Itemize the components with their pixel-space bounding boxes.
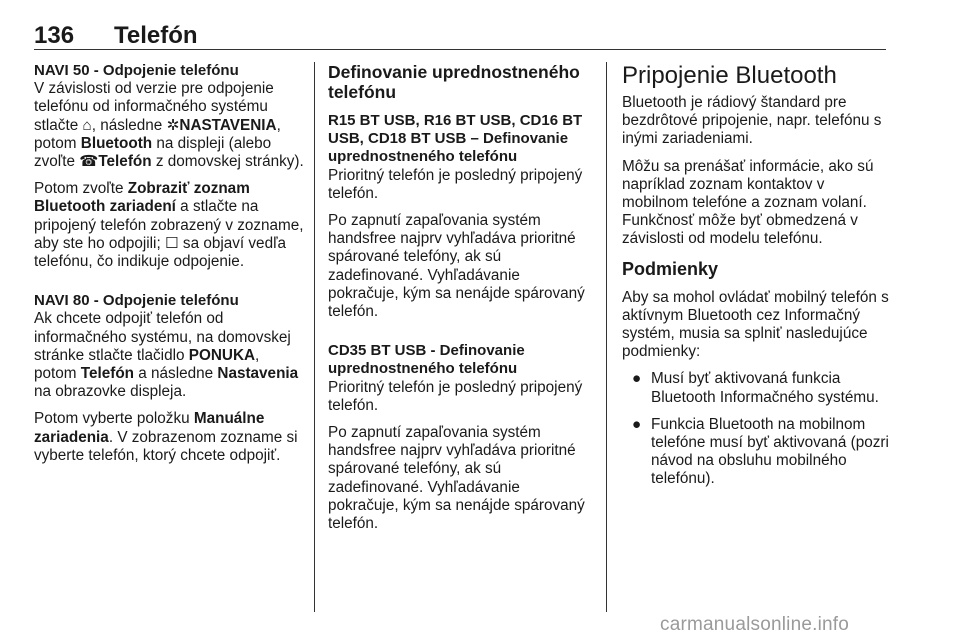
paragraph-navi80-2: Potom vyberte položku Manuálne zariadenia. V zobrazenom zozname si vyberte telefón, ktorý chcete odpojiť.: [34, 410, 298, 464]
column-divider-2: [606, 62, 607, 612]
page-title: Telefón: [114, 22, 198, 49]
paragraph-cd35-2: Po zapnutí zapaľovania systém handsfree najprv vyhľadáva prioritné spárované telefóny, ak sú zadefinované. Vyhľadávanie pokračuje, kým sa nenájde spárovaný telefón.: [328, 424, 585, 533]
page-header: [34, 22, 886, 52]
paragraph-bluetooth-2: Môžu sa prenášať informácie, ako sú napríklad zoznam kontaktov v mobilnom telefóne a zoznam volaní. Funkčnosť môže byť obmedzená v závislosti od modelu telefónu.: [622, 157, 874, 248]
section-heading-navi80: NAVI 80 - Odpojenie telefónu: [34, 292, 239, 310]
phone-icon: ☎: [79, 153, 99, 171]
paragraph-bluetooth-1: Bluetooth je rádiový štandard pre bezdrôtové pripojenie, napr. telefónu s inými zariadeniami.: [622, 94, 882, 148]
page-number: 136: [34, 22, 75, 49]
bullet-icon: ●: [632, 415, 642, 433]
column-divider-1: [314, 62, 315, 612]
column-middle: [328, 62, 594, 542]
gear-icon: ✲: [166, 116, 180, 134]
subheading-conditions: Podmienky: [622, 258, 719, 279]
section-heading-navi50: NAVI 50 - Odpojenie telefónu: [34, 62, 239, 79]
checkbox-icon: ☐: [164, 234, 179, 252]
subheading-r15: R15 BT USB, R16 BT USB, CD16 BT USB, CD18 BT USB – Definovanie uprednostneného telefónu: [328, 112, 583, 166]
home-icon: ⌂: [82, 116, 92, 134]
paragraph-navi50-1: V závislosti od verzie pre odpojenie telefónu od informačného systému stlačte ⌂, následne ✲NASTAVENIA, potom Bluetooth na displeji (alebo zvoľte ☎Telefón z domovskej stránky).: [34, 80, 304, 171]
paragraph-r15-1: Prioritný telefón je posledný pripojený telefón.: [328, 166, 583, 202]
column-right: [622, 62, 890, 498]
conditions-list: [622, 370, 890, 488]
watermark: carmanualsonline.info: [660, 614, 850, 635]
paragraph-navi50-2: Potom zvoľte Zobraziť zoznam Bluetooth zariadení a stlačte na pripojený telefón zobrazený v zozname, aby ste ho odpojili; ☐ sa objaví vedľa telefónu, čo indikuje odpojenie.: [34, 180, 304, 271]
paragraph-r15-2: Po zapnutí zapaľovania systém handsfree najprv vyhľadáva prioritné spárované telefóny, ak sú zadefinované. Vyhľadávanie pokračuje, kým sa nenájde spárovaný telefón.: [328, 212, 585, 321]
paragraph-navi80-1: Ak chcete odpojiť telefón od informačného systému, na domovskej stránke stlačte tlačidlo PONUKA, potom Telefón a následne Nastavenia na obrazovke displeja.: [34, 310, 299, 401]
section-heading-preferred-phone: Definovanie uprednostneného telefónu: [328, 62, 580, 102]
list-item: ● Funkcia Bluetooth na mobilnom telefóne musí byť aktivovaná (pozri návod na obsluhu mobilného telefónu).: [632, 415, 889, 488]
column-left: [34, 62, 304, 474]
bullet-icon: ●: [632, 370, 642, 388]
paragraph-cd35-1: Prioritný telefón je posledný pripojený telefón.: [328, 378, 583, 414]
subheading-cd35: CD35 BT USB - Definovanie uprednostneného telefónu: [328, 342, 525, 378]
section-heading-bluetooth: Pripojenie Bluetooth: [622, 62, 837, 89]
header-divider: [34, 49, 886, 50]
list-item: ● Musí byť aktivovaná funkcia Bluetooth Informačného systému.: [632, 370, 879, 406]
paragraph-conditions: Aby sa mohol ovládať mobilný telefón s aktívnym Bluetooth cez Informačný systém, musia sa splniť nasledujúce podmienky:: [622, 288, 889, 361]
